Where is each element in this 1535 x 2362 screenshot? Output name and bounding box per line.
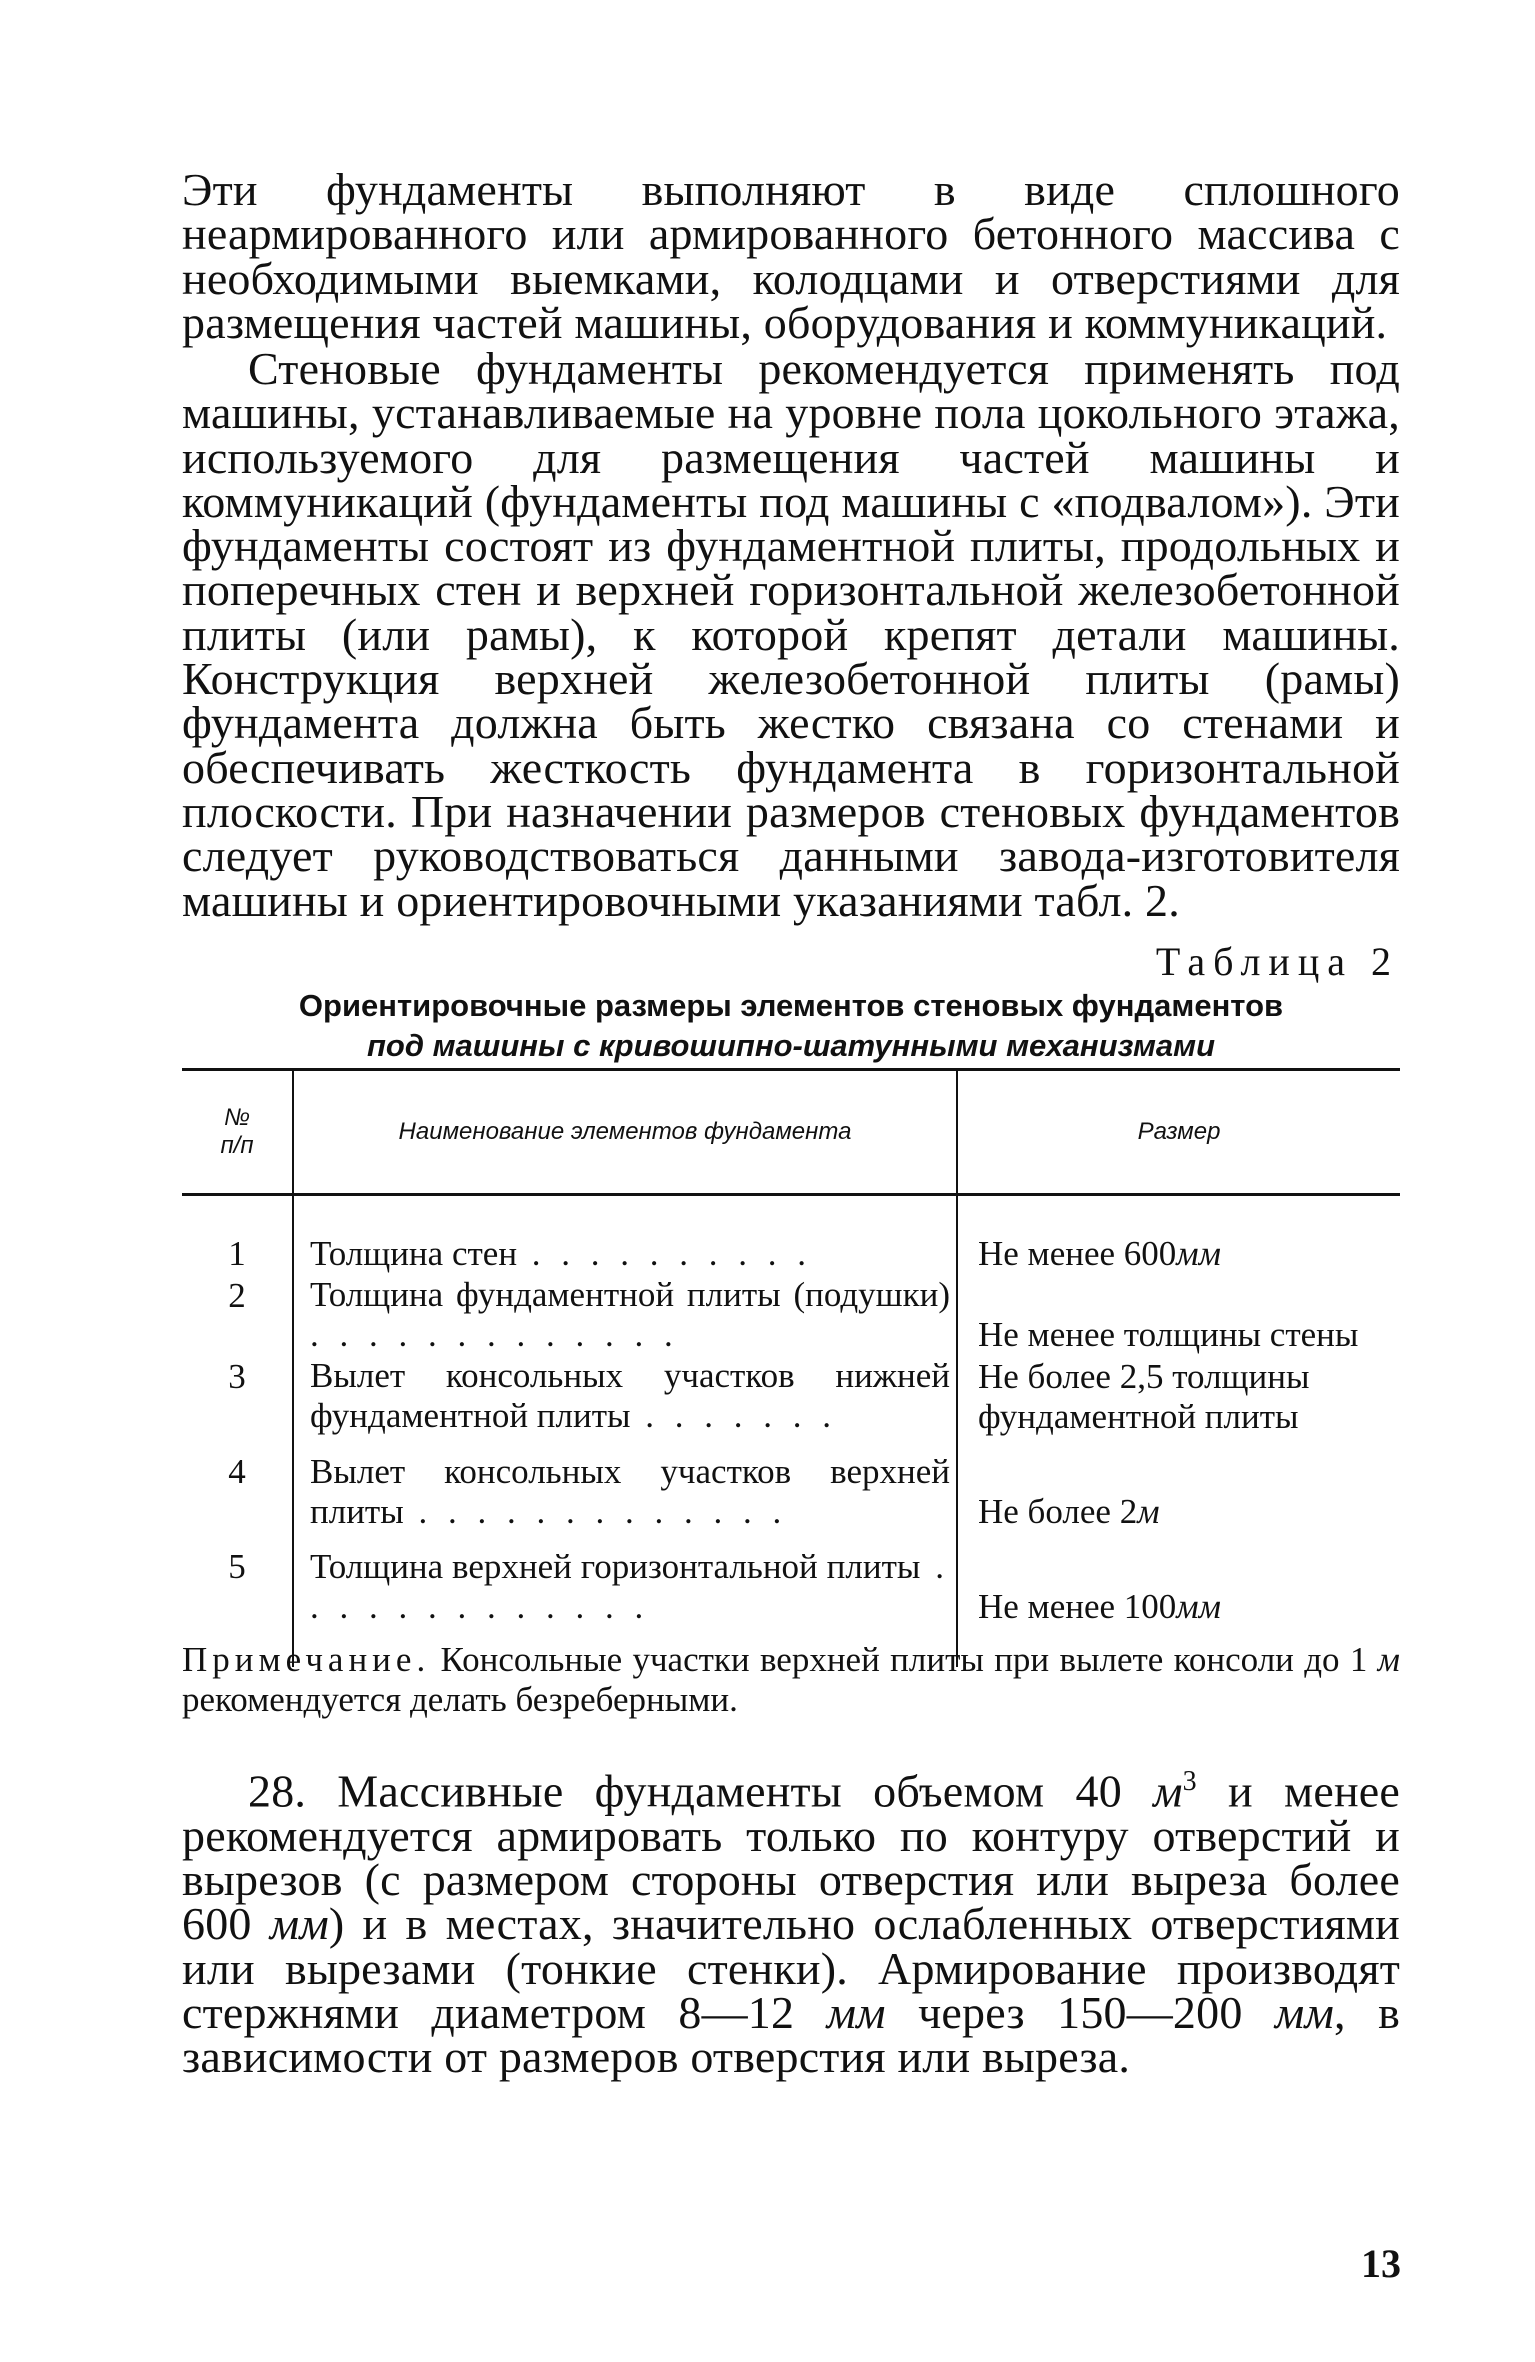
row-size: [957, 1356, 1400, 1438]
row-number: 5: [182, 1533, 293, 1667]
note-label: Примечание.: [182, 1640, 431, 1679]
row-element-name: [293, 1195, 957, 1276]
table-row: [182, 1275, 1400, 1356]
note-text-a: Консольные участки верхней плиты при вылете консоли до 1: [430, 1640, 1378, 1679]
row-size-unit: м: [1137, 1492, 1160, 1531]
row-size: [957, 1275, 1400, 1356]
row-leader-dots: . . . . . . . . . .: [517, 1234, 813, 1273]
p3-superscript: 3: [1182, 1766, 1197, 1797]
paragraph-28-reinforcement: [182, 1760, 1400, 2083]
p3-unit-mm: мм: [1274, 1986, 1335, 2038]
row-leader-dots: . . . . . . . . . . . . .: [403, 1492, 788, 1531]
note-unit: м: [1377, 1640, 1400, 1679]
row-leader-dots: . . . . . . . . . . . . .: [310, 1315, 679, 1354]
row-size: [957, 1438, 1400, 1533]
paragraph-wall-foundations-text: Стеновые фундаменты рекомендуется применять под машины, устанавливаемые на уровне пола цокольного этажа, используемого для размещения частей машины и коммуникаций (фундаменты под машины с «подвалом»). Эти фундаменты состоят из фундаментной плиты, продольных и поперечных стен и верхней горизонтальной железобетонной плиты (или рамы), к которой крепят детали машины. Конструкция верхней железобетонной плиты (рамы) фундамента должна быть жестко связана со стенами и обеспечивать жесткость фундамента в горизонтальной плоскости. При назначении размеров стеновых фундаментов следует руководствоваться данными завода-изготовителя машины и ориентировочными указаниями табл. 2.: [182, 343, 1400, 926]
row-size-text: Не более 2: [978, 1492, 1138, 1531]
row-size-text: Не менее 600: [978, 1234, 1177, 1273]
header-size: Размер: [957, 1070, 1400, 1195]
header-element-name: Наименование элементов фундамента: [293, 1070, 957, 1195]
row-name-text: Толщина фундаментной плиты (подушки): [310, 1275, 950, 1314]
row-size-text: Не менее 100: [978, 1587, 1177, 1626]
p3-text-c: ) и в местах, значительно ослабленных отверстиями или вырезами (тонкие стенки). Армирование производят стержнями диаметром 8—12: [182, 1898, 1400, 2038]
row-number: 2: [182, 1275, 293, 1356]
p3-text-e: , в зависимости от размеров отверстия или выреза.: [182, 1986, 1400, 2083]
row-size-text: Не менее толщины стены: [978, 1315, 1359, 1354]
row-name-text: Толщина стен: [310, 1234, 518, 1273]
p3-text-a: 28. Массивные фундаменты объемом 40: [248, 1765, 1154, 1817]
table-caption-line1: Ориентировочные размеры элементов стеновых фундаментов: [298, 988, 1284, 1023]
page-number: 13: [1361, 2241, 1401, 2286]
row-name-text: Вылет консольных участков верхней плиты: [310, 1452, 950, 1531]
header-number-sign: №: [224, 1104, 250, 1131]
note-text-b: рекомендуется делать безреберными.: [182, 1680, 738, 1719]
row-size-unit: мм: [1176, 1234, 1221, 1273]
row-element-name: [293, 1275, 957, 1356]
paragraph-wall-foundations: [182, 343, 1400, 926]
table-header-row: [182, 1070, 1400, 1195]
row-number: 3: [182, 1356, 293, 1438]
table-row: [182, 1438, 1400, 1533]
table-label: Таблица 2: [1155, 939, 1399, 984]
dimensions-table: [182, 1068, 1400, 1667]
row-name-text: Вылет консольных участков нижней фундаментной плиты: [310, 1356, 950, 1435]
table-note: [182, 1640, 1400, 1720]
row-leader-dots: . . . . . . .: [630, 1396, 838, 1435]
table-row: [182, 1195, 1400, 1276]
p3-text-b: и менее рекомендуется армировать только по контуру отверстий и вырезов (с размером стороны отверстия или выреза более 600: [182, 1765, 1400, 1950]
row-number: 1: [182, 1195, 293, 1276]
p3-text-d: через 150—200: [885, 1986, 1275, 2038]
row-element-name: [293, 1438, 957, 1533]
paragraph-foundations-description: Эти фундаменты выполняют в виде сплошного неармированного или армированного бетонного массива с необходимыми выемками, колодцами и отверстиями для размещения частей машины, оборудования и коммуникаций.: [182, 164, 1400, 348]
row-size: [957, 1195, 1400, 1276]
row-leader-dots: . . . . . . . . . . . . .: [310, 1547, 950, 1626]
table-row: [182, 1356, 1400, 1438]
table-caption: [182, 986, 1400, 1066]
table-caption-line2: под машины с кривошипно-шатунными механизмами: [366, 1028, 1216, 1063]
p3-unit: м: [1153, 1765, 1183, 1817]
row-size-unit: мм: [1176, 1587, 1221, 1626]
row-size-text: Не более 2,5 толщины фундаментной плиты: [978, 1357, 1310, 1436]
header-number-sub: п/п: [220, 1132, 254, 1159]
p3-unit-mm: мм: [826, 1986, 886, 2038]
header-number: [182, 1070, 293, 1195]
row-number: 4: [182, 1438, 293, 1533]
row-element-name: [293, 1356, 957, 1438]
p3-unit-mm: мм: [269, 1898, 329, 1950]
row-name-text: Толщина верхней горизонтальной плиты: [310, 1547, 921, 1586]
